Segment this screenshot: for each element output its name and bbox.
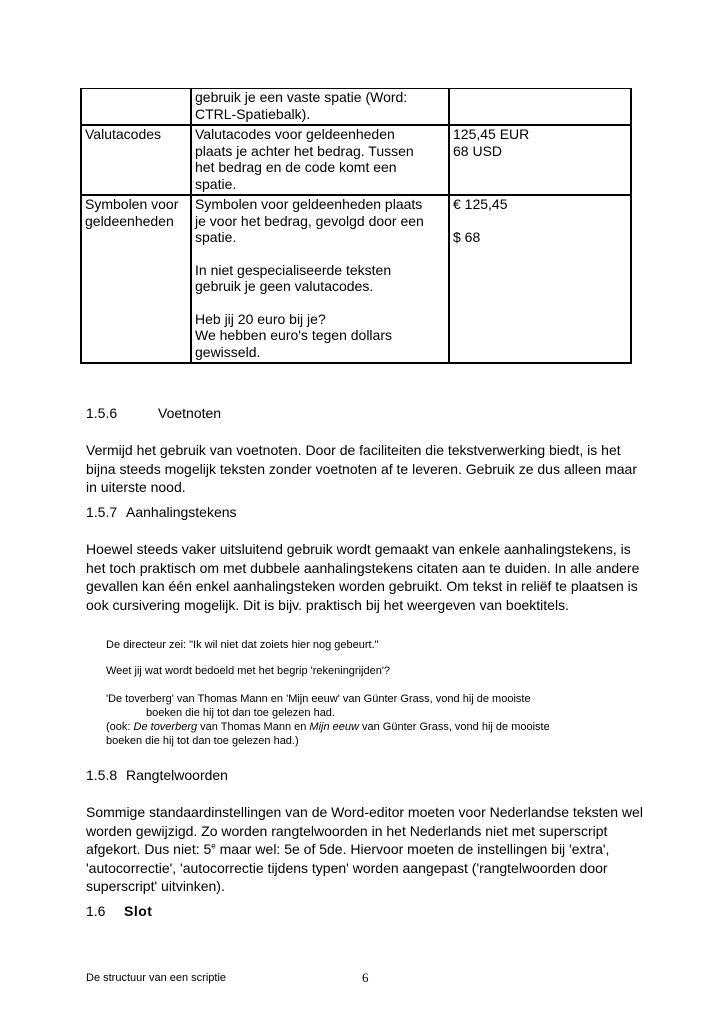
section-heading [86,503,237,521]
table-cell [449,195,631,363]
cell-line: CTRL-Spatiebalk). [195,105,311,122]
example-line: 'De toverberg' van Thomas Mann en 'Mijn eeuw' van Günter Grass, vond hij de mooiste [106,693,531,705]
text-fragment: van Günter Grass, vond hij de mooiste [358,721,550,733]
table-cell [191,125,449,195]
example-quote: De directeur zei: "Ik wil niet dat zoiets hier nog gebeurt." [106,639,379,651]
superscript: e [211,841,216,851]
currency-table [80,88,632,364]
text-fragment: van Thomas Mann en [197,721,310,733]
text-fragment: Sommige standaardinstellingen van de Word-editor moeten voor Nederlandse teksten wel worden gewijzigd. Zo worden rangtelwoorden in het Nederlands niet met superscript afgekort. Dus niet: 5 [86,804,643,857]
example-line [106,720,666,734]
section-title: Voetnoten [158,405,222,421]
example-quote [106,692,666,748]
table-cell: Valutacodes [81,125,191,195]
cell-line: geldeenheden [85,212,174,229]
cell-line: je voor het bedrag, gevolgd door een [195,212,424,229]
paragraph: Vermijd het gebruik van voetnoten. Door de faciliteiten die tekstverwerking biedt, is het bijna steeds mogelijk teksten zonder voetnoten af te leveren. Gebruik ze dus alleen maar in uiterste nood. [86,442,637,495]
cell-line: gebruik je geen valutacodes. [195,278,374,294]
paragraph: Hoewel steeds vaker uitsluitend gebruik wordt gemaakt van enkele aanhalingstekens, is het toch praktisch om met dubbele aanhalingstekens citaten aan te duiden. In alle andere gevallen kan één enkel aanhalingsteken worden gebruikt. Om tekst in reliëf te plaatsen is ook cursivering mogelijk. Dit is bijv. praktisch bij het weergeven van boektitels. [86,541,640,613]
cell-line: plaats je achter het bedrag. Tussen [195,142,414,159]
cell-line: Heb jij 20 euro bij je? [195,310,326,327]
section-title: Aanhalingstekens [126,504,237,520]
footer-text: De structuur van een scriptie [86,972,227,984]
cell-line: We hebben euro's tegen dollars [195,327,392,343]
cell-line: 68 USD [453,142,503,159]
section-number: 1.6 [86,903,106,919]
cell-line: € 125,45 [453,196,508,212]
cell-line: Symbolen voor [85,196,179,212]
page-number: 6 [362,970,369,985]
text-fragment: (ook: [106,721,134,733]
section-number: 1.5.6 [86,405,118,421]
cell-line: gebruik je een vaste spatie (Word: [195,89,408,105]
example-line: boeken die hij tot dan toe gelezen had. [146,707,335,719]
table-cell [191,88,449,125]
section-heading [86,902,152,920]
table-row [81,125,631,195]
text-fragment: maar wel: 5e of 5de. Hiervoor moeten de instellingen bij 'extra', 'autocorrectie', 'autocorrectie tijdens typen' worden aangepast ('rangtelwoorden door superscript' uitvinken). [86,841,610,894]
cell-line: Symbolen voor geldeenheden plaats [195,196,423,212]
cell-line: spatie. [195,175,237,192]
section-number: 1.5.8 [86,767,118,783]
section-heading [86,766,228,784]
table-cell [449,88,631,125]
section-heading [86,404,221,422]
example-line: boeken die hij tot dan toe gelezen had.) [106,735,299,747]
cell-line: $ 68 [453,228,481,245]
cell-line: Valutacodes voor geldeenheden [195,126,395,142]
book-title: Mijn eeuw [309,721,359,733]
cell-line: het bedrag en de code komt een [195,159,397,175]
cell-line: In niet gespecialiseerde teksten [195,261,392,278]
section-title: Rangtelwoorden [126,767,228,783]
table-cell [449,125,631,195]
cell-line: spatie. [195,229,237,245]
section-number: 1.5.7 [86,504,118,520]
table-cell [81,88,191,125]
book-title: De toverberg [133,721,198,733]
cell-line: gewisseld. [195,343,261,360]
table-cell [191,195,449,363]
section-title: Slot [124,903,153,919]
table-cell [81,195,191,363]
example-quote: Weet jij wat wordt bedoeld met het begrip 'rekeningrijden'? [106,665,391,677]
table-row [81,195,631,363]
cell-line: 125,45 EUR [453,126,530,142]
table-row [81,88,631,125]
paragraph [86,803,646,896]
